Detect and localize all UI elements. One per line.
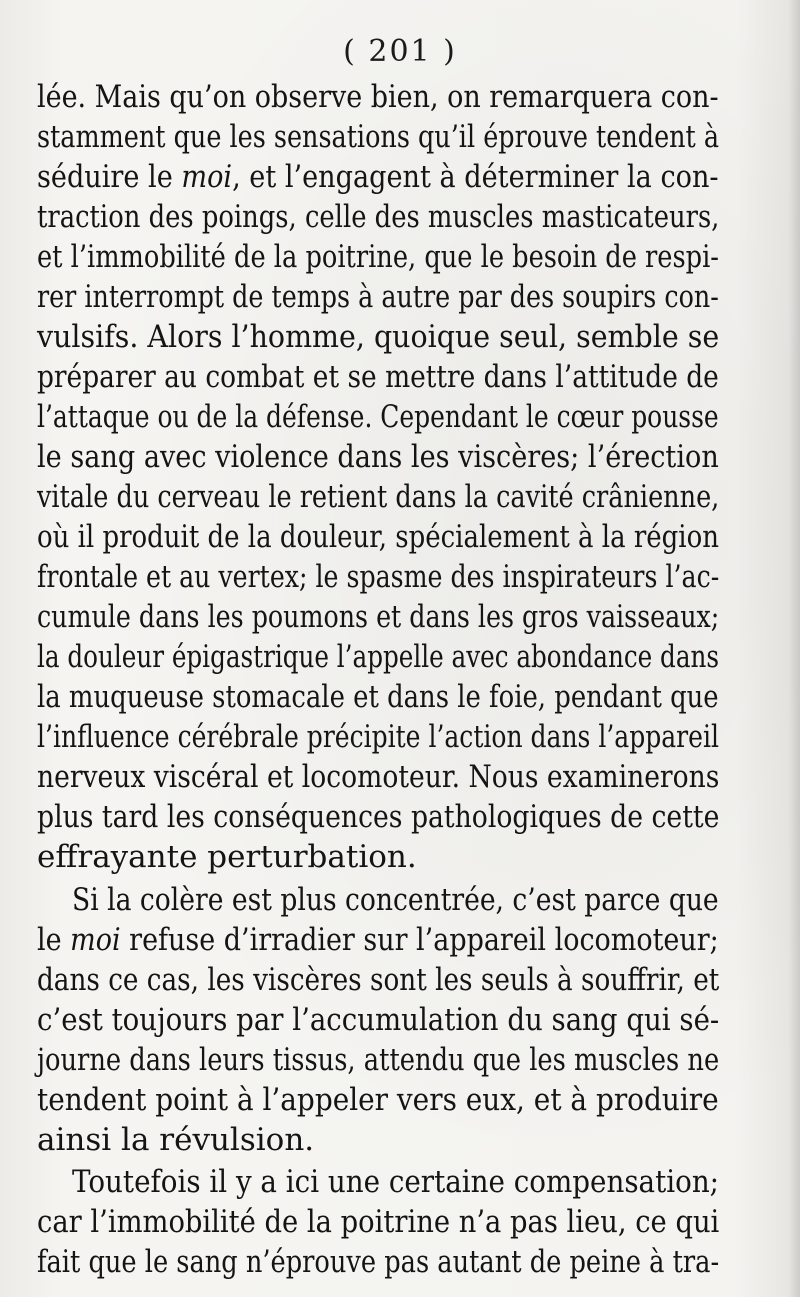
- text-line: où il produit de la douleur, spécialement à la région: [37, 519, 719, 555]
- text-line: tendent point à l’appeler vers eux, et à produire: [37, 1082, 719, 1118]
- text-line: et l’immobilité de la poitrine, que le besoin de respi-: [37, 239, 719, 275]
- text-line: séduire le moi, et l’engagent à déterminer la con-: [37, 159, 719, 195]
- text-line: car l’immobilité de la poitrine n’a pas lieu, ce qui: [37, 1204, 720, 1240]
- text-line: ainsi la révulsion.: [37, 1122, 315, 1158]
- text-line: l’attaque ou de la défense. Cependant le cœur pousse: [37, 399, 719, 435]
- text-line: l’influence cérébrale précipite l’action dans l’appareil: [37, 719, 719, 755]
- text-line: traction des poings, celle des muscles masticateurs,: [37, 199, 720, 235]
- text-line: Toutefois il y a ici une certaine compensation;: [72, 1164, 720, 1200]
- text-line: fait que le sang n’éprouve pas autant de peine à tra-: [37, 1244, 720, 1280]
- text-line: lée. Mais qu’on observe bien, on remarquera con-: [37, 79, 719, 115]
- text-line: vulsifs. Alors l’homme, quoique seul, semble se: [37, 319, 720, 355]
- page-edge-shadow: [788, 0, 800, 1297]
- text-line: c’est toujours par l’accumulation du sang qui sé-: [37, 1002, 720, 1038]
- body-text: [37, 77, 720, 1280]
- text-line: cumule dans les poumons et dans les gros vaisseaux;: [37, 599, 720, 635]
- text-line: Si la colère est plus concentrée, c’est parce que: [72, 882, 719, 918]
- text-line: dans ce cas, les viscères sont les seuls à souffrir, et: [37, 962, 720, 998]
- text-line: plus tard les conséquences pathologiques de cette: [37, 799, 720, 835]
- page-number: ( 201 ): [343, 34, 457, 69]
- text-line: nerveux viscéral et locomoteur. Nous examinerons: [37, 759, 720, 795]
- text-line: la douleur épigastrique l’appelle avec abondance dans: [37, 639, 720, 675]
- text-line: vitale du cerveau le retient dans la cavité crânienne,: [37, 479, 720, 515]
- text-line: le sang avec violence dans les viscères; l’érection: [37, 439, 719, 475]
- text-line: stamment que les sensations qu’il éprouve tendent à: [37, 119, 720, 155]
- text-line: la muqueuse stomacale et dans le foie, pendant que: [37, 679, 719, 715]
- text-line: préparer au combat et se mettre dans l’attitude de: [37, 359, 719, 395]
- text-line: frontale et au vertex; le spasme des inspirateurs l’ac-: [37, 559, 720, 595]
- text-line: journe dans leurs tissus, attendu que les muscles ne: [37, 1042, 720, 1078]
- text-line: effrayante perturbation.: [37, 839, 417, 875]
- text-line: rer interrompt de temps à autre par des soupirs con-: [37, 279, 719, 315]
- text-line: le moi refuse d’irradier sur l’appareil locomoteur;: [37, 922, 719, 958]
